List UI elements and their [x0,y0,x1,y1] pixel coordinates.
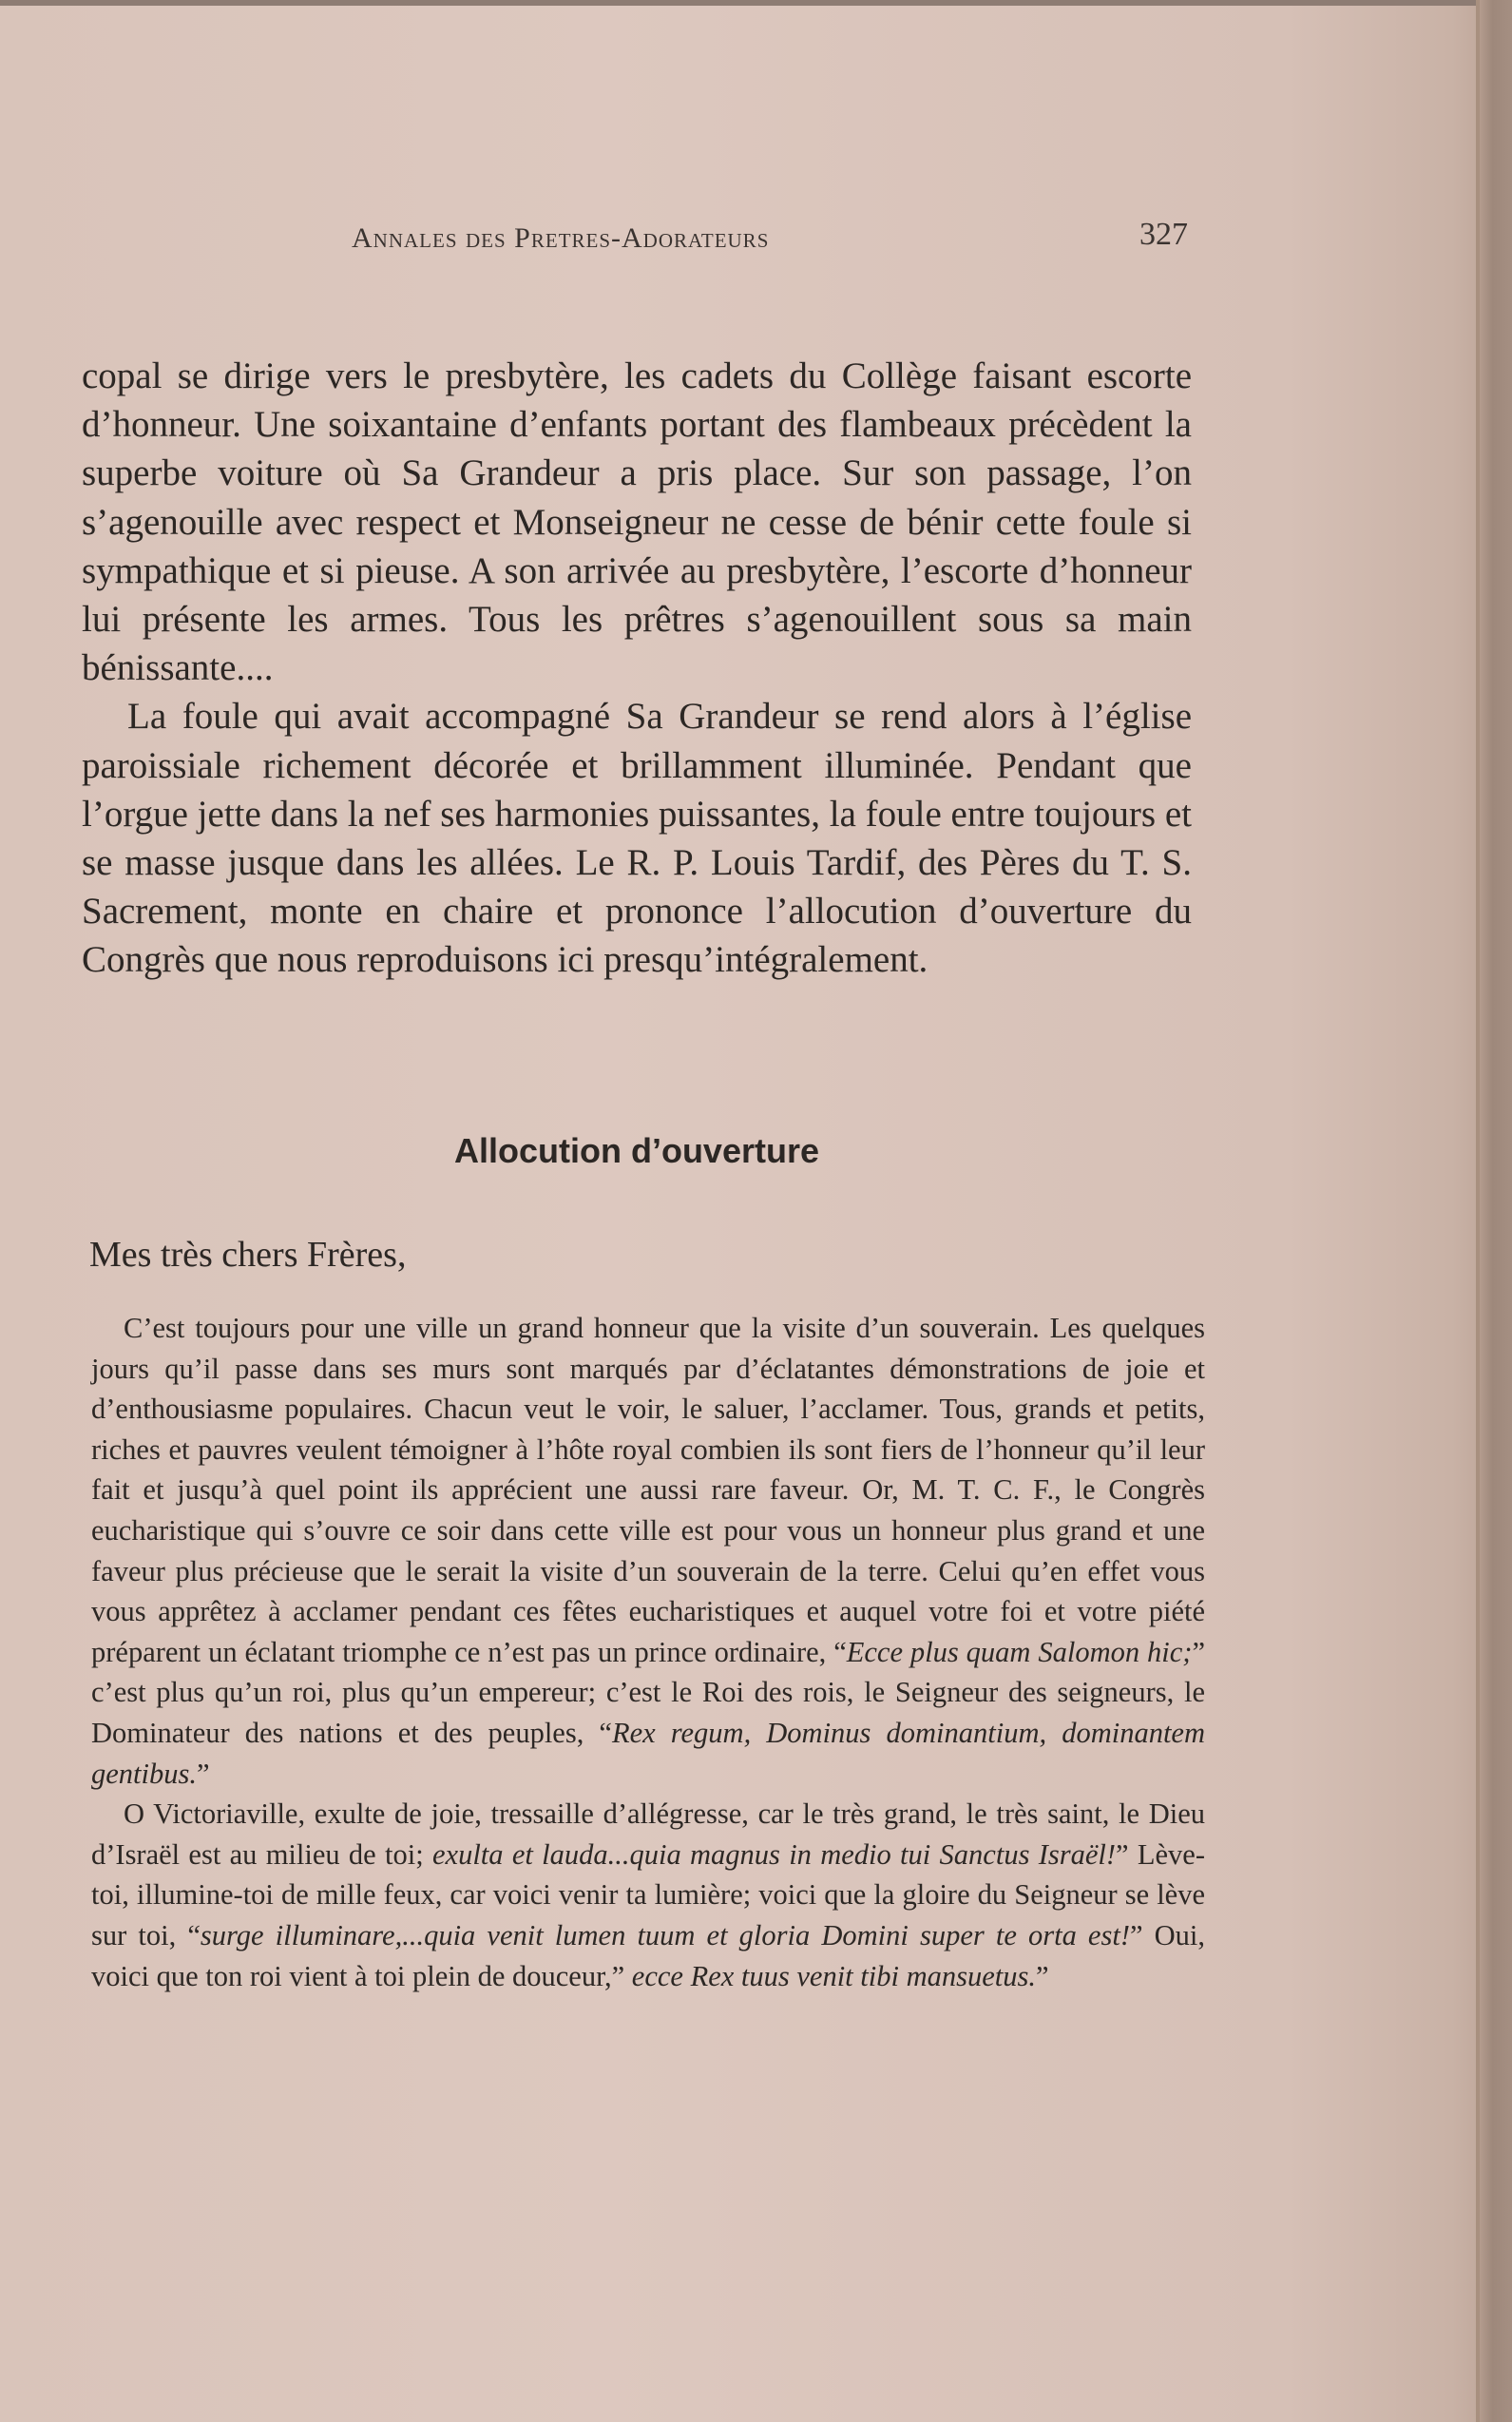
salutation: Mes très chers Frères, [89,1235,407,1275]
address-paragraph-1 [91,1308,1205,1794]
latin-quote: exulta et lauda...quia magnus in medio tui Sanctus Israël! [432,1837,1117,1871]
latin-quote: surge illuminare,...quia venit lumen tuum et gloria Domini super te orta est! [200,1918,1130,1951]
body-paragraph-1: copal se dirige vers le presbytère, les cadets du Collège faisant escorte d’honneur. Une soixantaine d’enfants portant des flambeaux précèdent la superbe voiture où Sa Grandeur a pris place. Sur son passage, l’on s’agenouille avec respect et Monseigneur ne cesse de bénir cette foule si sympathique et si pieuse. A son arrivée au presbytère, l’escorte d’honneur lui présente les armes. Tous les prêtres s’agenouillent sous sa main bénissante.... [82,356,1192,689]
latin-quote: Rex regum, Dominus dominantium, dominantem gentibus. [91,1716,1205,1790]
address-text-run: C’est toujours pour une ville un grand honneur que la visite d’un souverain. Les quelques jours qu’il passe dans ses murs sont marqués par d’éclatantes démonstrations de joie et d’enthousiasme populaires. Chacun veut le voir, le saluer, l’acclamer. Tous, grands et petits, riches et pauvres veulent témoigner à l’hôte royal combien ils sont fiers de l’honneur qu’il leur fait et jusqu’à quel point ils apprécient une aussi rare faveur. Or, M. T. C. F., le Congrès eucharistique qui s’ouvre ce soir dans cette ville est pour vous un honneur plus grand et une faveur plus précieuse que le serait la visite d’un souverain de la terre. Celui qu’en effet vous vous apprêtez à acclamer pendant ces fêtes eucharistiques et auquel votre foi et votre piété préparent un éclatant triomphe ce n’est pas un prince ordinaire, “ [91,1312,1205,1668]
address-text-run: ” [196,1757,210,1790]
address-text-run: ” Oui, voici que ton roi vient à toi plein de douceur,” [91,1918,1206,1992]
page-binding-edge [1480,0,1512,2422]
latin-quote: ecce Rex tuus venit tibi mansuetus. [631,1959,1036,1992]
body-text [82,352,1192,985]
page-top-edge [0,0,1512,6]
address-text-run: ” [1035,1959,1049,1992]
body-paragraph-2: La foule qui avait accompagné Sa Grandeur se rend alors à l’église paroissiale richement décorée et brillamment illuminée. Pendant que l’orgue jette dans la nef ses harmonies puissantes, la foule entre toujours et se masse jusque dans les allées. Le R. P. Louis Tardif, des Pères du T. S. Sacrement, monte en chaire et prononce l’allocution d’ouverture du Congrès que nous reproduisons ici presqu’intégralement. [82,696,1192,981]
address-paragraph-2 [91,1794,1205,1996]
latin-quote: Ecce plus quam Salomon hic; [846,1635,1193,1668]
page-number: 327 [1139,217,1188,252]
section-title: Allocution d’ouverture [453,1131,819,1170]
address-text-run: O Victoriaville, exulte de joie, tressaille d’allégresse, car le très grand, le très saint, le Dieu d’Israël est au milieu de toi; [91,1797,1205,1871]
running-title: Annales des Pretres-Adorateurs [352,222,770,254]
address-text-run: ” Lève-toi, illumine-toi de mille feux, car voici venir ta lumière; voici que la gloire du Seigneur se lève sur toi, “ [91,1837,1205,1951]
address-text-run: ” c’est plus qu’un roi, plus qu’un empereur; c’est le Roi des rois, le Seigneur des seigneurs, le Dominateur des nations et des peuples, “ [91,1635,1206,1749]
address-text [91,1308,1205,1996]
page-header [352,217,1188,264]
